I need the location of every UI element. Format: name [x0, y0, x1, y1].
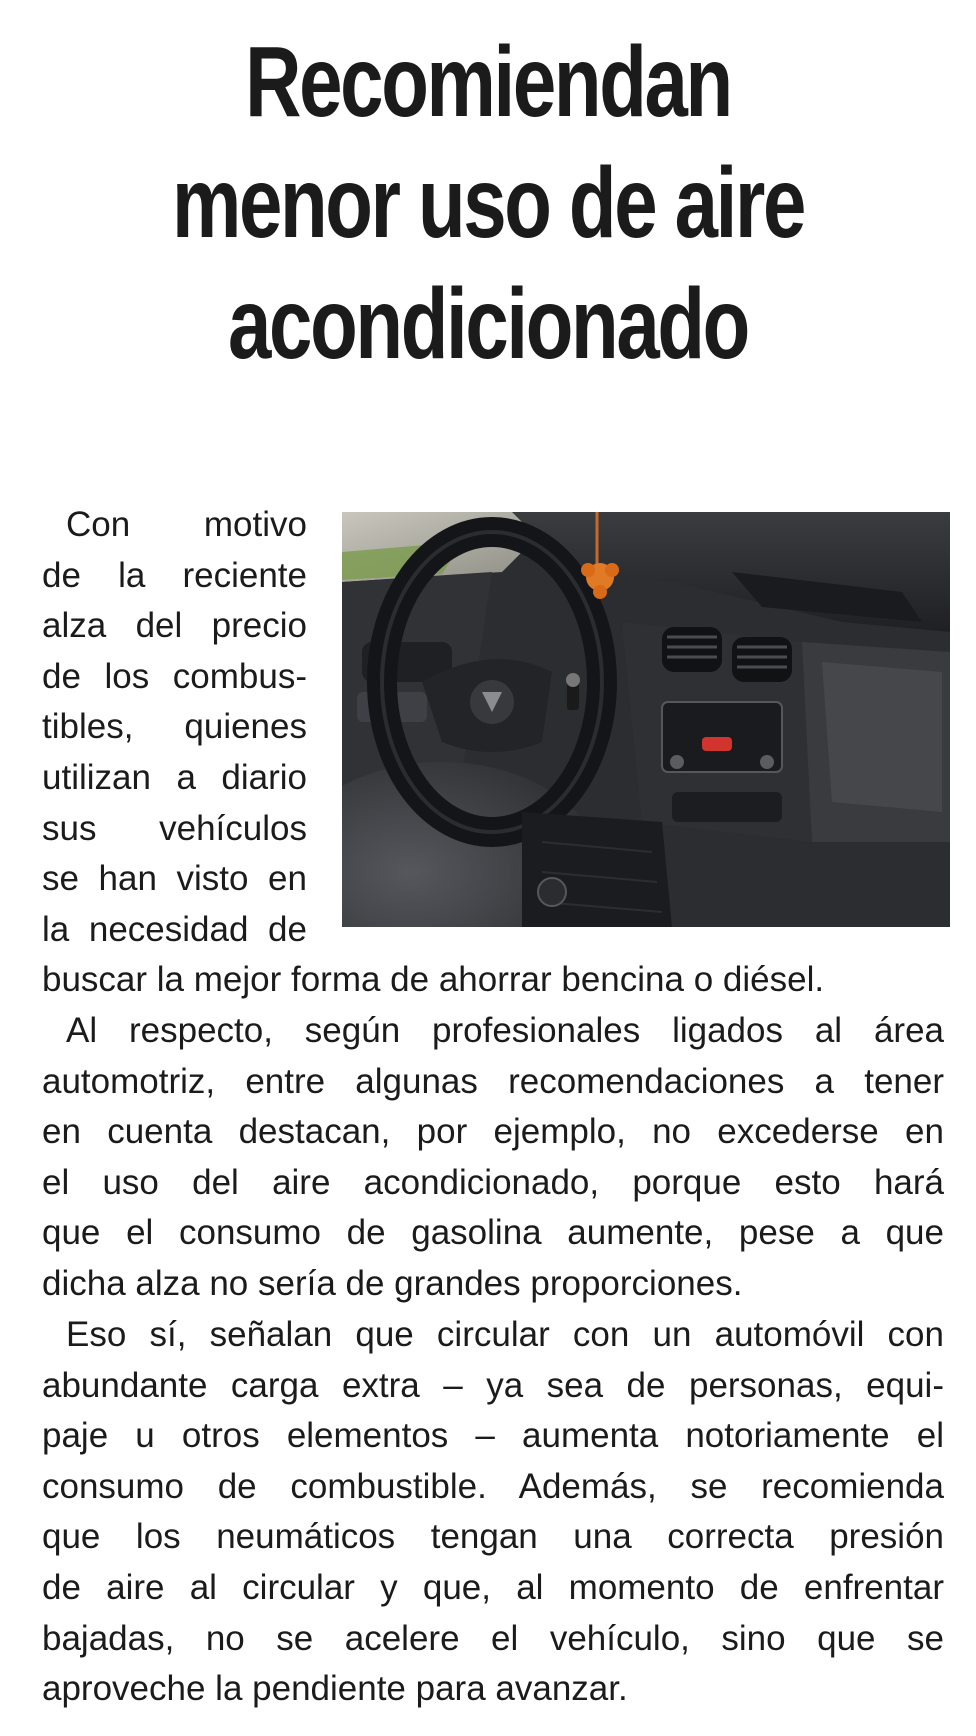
- paragraph-line: paje u otros elementos – aumenta notoriamente el: [42, 1416, 944, 1456]
- intro-line: de los combus-: [42, 656, 307, 696]
- intro-line: se han visto en: [42, 859, 307, 899]
- paragraph-line: en cuenta destacan, por ejemplo, no excederse en: [42, 1112, 944, 1152]
- headline-line-3: acondicionado: [228, 268, 748, 380]
- intro-line: tibles, quienes: [42, 707, 307, 747]
- intro-paragraph-end: [42, 955, 944, 1006]
- headline-line-2: menor uso de aire: [171, 147, 805, 259]
- paragraph-line: Eso sí, señalan que circular con un automóvil con: [66, 1315, 944, 1354]
- paragraph-line: de aire al circular y que, al momento de enfrentar: [42, 1567, 944, 1607]
- intro-line: sus vehículos: [42, 808, 307, 848]
- intro-line: alza del precio: [42, 606, 307, 646]
- car-interior-photo: [342, 512, 950, 927]
- intro-end-line: buscar la mejor forma de ahorrar bencina o diésel.: [42, 960, 825, 999]
- paragraph-line: Al respecto, según profesionales ligados al área: [66, 1011, 944, 1050]
- paragraph-line: aproveche la pendiente para avanzar.: [42, 1669, 628, 1709]
- intro-line: la necesidad de: [42, 909, 307, 949]
- intro-paragraph-wrapped: [42, 500, 307, 955]
- intro-line: Con motivo: [66, 505, 307, 544]
- paragraph-line: automotriz, entre algunas recomendaciones a tener: [42, 1061, 944, 1101]
- intro-line: utilizan a diario: [42, 757, 307, 797]
- paragraph-line: abundante carga extra – ya sea de personas, equi-: [42, 1365, 944, 1405]
- paragraph-line: que el consumo de gasolina aumente, pese a que: [42, 1213, 944, 1253]
- car-interior-illustration: [342, 512, 950, 927]
- paragraph-3: [42, 1310, 944, 1715]
- paragraph-2: [42, 1006, 944, 1310]
- headline: [107, 22, 868, 385]
- paragraph-line: que los neumáticos tengan una correcta presión: [42, 1517, 944, 1557]
- headline-line-1: Recomiendan: [245, 26, 731, 138]
- paragraph-line: bajadas, no se acelere el vehículo, sino que se: [42, 1618, 944, 1658]
- paragraph-line: el uso del aire acondicionado, porque esto hará: [42, 1162, 944, 1202]
- paragraph-line: dicha alza no sería de grandes proporciones.: [42, 1263, 743, 1303]
- paragraph-line: consumo de combustible. Además, se recomienda: [42, 1466, 944, 1506]
- intro-line: de la reciente: [42, 555, 307, 595]
